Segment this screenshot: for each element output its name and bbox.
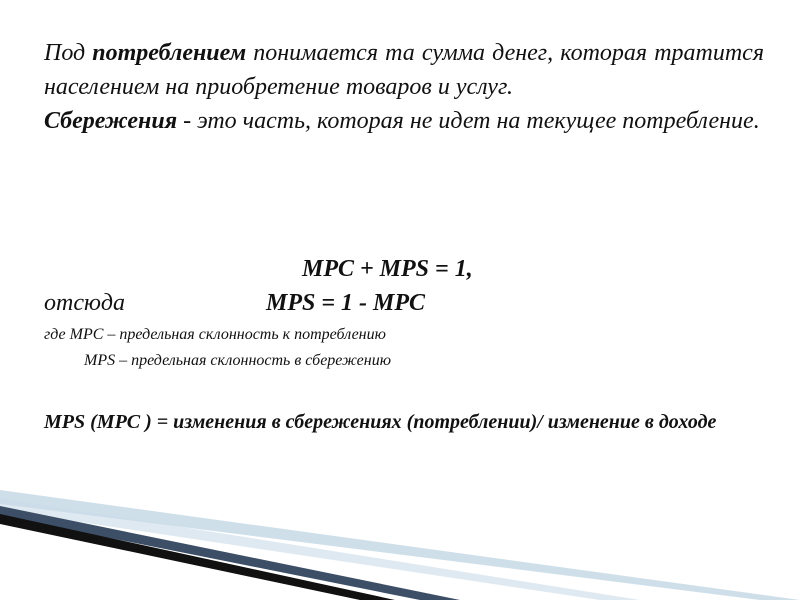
consumption-definition: [44, 36, 764, 104]
savings-definition-rest: - это часть, которая не идет на текущее потребление.: [177, 108, 760, 134]
stripe-mid: [0, 506, 460, 600]
stripe-light-2: [0, 498, 640, 600]
savings-term: Сбережения: [44, 108, 178, 134]
formula-derivation-row: [44, 252, 764, 316]
consumption-term: потреблением: [92, 40, 247, 66]
stripe-light: [0, 490, 800, 600]
savings-definition: [44, 104, 764, 138]
derivation-label: отсюда: [44, 290, 126, 316]
consumption-definition-start: Под: [44, 40, 93, 66]
final-formula: MPS (MPC ) = изменения в сбережениях (потреблении)/ изменение в доходе: [44, 411, 717, 433]
note-mps: MPS – предельная склонность в сбережению: [84, 352, 391, 369]
formula-sum: MPC + MPS = 1,: [302, 256, 473, 282]
consumption-definition-rest: понимается та сумма денег, которая тратится населением на приобретение товаров и услуг.: [44, 40, 764, 100]
decorative-stripes: [0, 490, 800, 600]
stripe-dark: [0, 514, 395, 600]
formula-mps: MPS = 1 - MPC: [266, 290, 426, 316]
note-mpc: где MPC – предельная склонность к потреблению: [44, 326, 386, 343]
slide-content: [44, 36, 764, 433]
